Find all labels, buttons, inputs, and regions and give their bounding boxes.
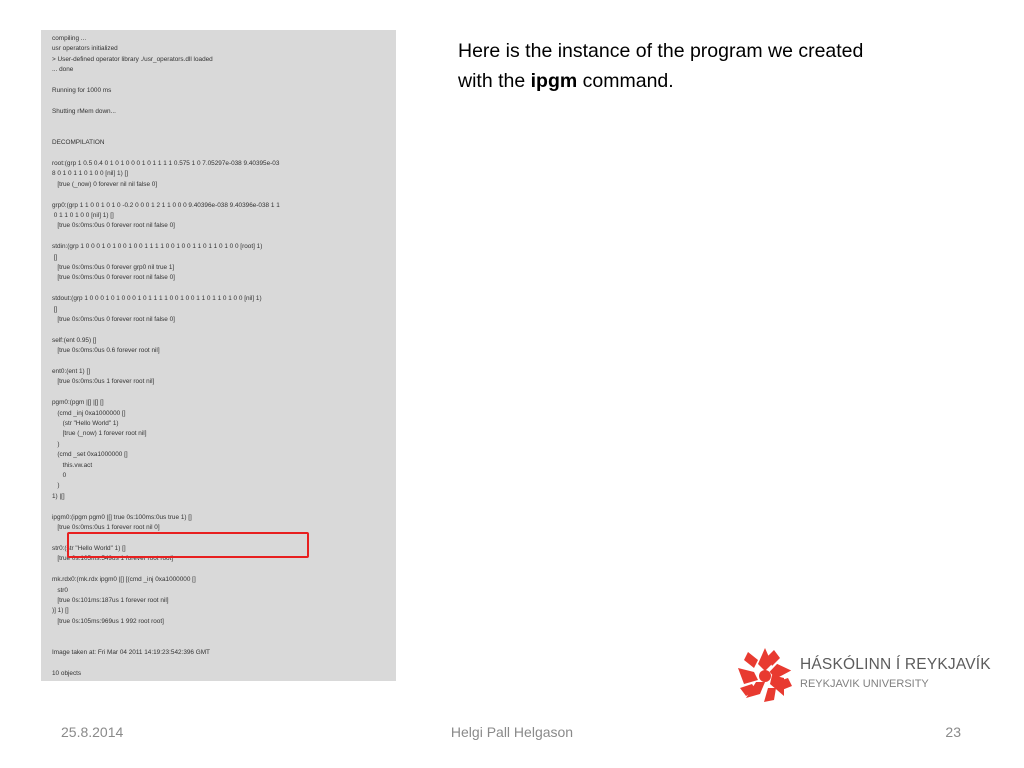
footer-date: 25.8.2014	[61, 724, 124, 740]
terminal-text: compiling ... usr operators initialized > User-defined operator library ./usr_operators.dll loaded ... done Running for 1000 ms Shutting rMem down... DECOMPILATION root:(grp 1 0.5 0.4 0 1 0 1 0 0 0 1 0 1 1 1 1 0.575 1 0 7.05297e-038 9.40395e-03 8 0 1 0 1 1 0 1 0 0 [nil] 1) [] [true (_now) 0 forever nil nil false 0] grp0:(grp 1 1 0 0 1 0 1 0 -0.2 0 0 0 1 2 1 1 0 0 0 9.40396e-038 9.40396e-038 1 1 0 1 1 0 1 0 0 [nil] 1) [] [true 0s:0ms:0us 0 forever root nil false 0] stdin:(grp 1 0 0 0 1 0 1 0 0 1 0 0 1 1 1 1 0 0 1 0 0 1 1 0 1 1 0 1 0 0 [root] 1) [] [true 0s:0ms:0us 0 forever grp0 nil true 1] [true 0s:0ms:0us 0 forever root nil false 0] stdout:(grp 1 0 0 0 1 0 1 0 0 0 1 0 1 1 1 1 0 0 1 0 0 1 1 0 1 1 0 1 0 0 [nil] 1) [] [true 0s:0ms:0us 0 forever root nil false 0] self:(ent 0.95) [] [true 0s:0ms:0us 0.6 forever root nil] ent0:(ent 1) [] [true 0s:0ms:0us 1 forever root nil] pgm0:(pgm |[] |[] [] (cmd _inj 0xa1000000 [] (str "Hello World" 1) [true (_now) 1 forever root nil] ) (cmd _set 0xa1000000 [] this.vw.act 0 ) 1) |[] ipgm0:(ipgm pgm0 |[] true 0s:100ms:0us true 1) [] [true 0s:0ms:0us 1 forever root nil 0] str0:(str "Hello World" 1) [] [true 0s:105ms:549us 1 forever root root] mk.rdx0:(mk.rdx ipgm0 |[] [(cmd _inj 0xa1000000 [] str0 [true 0s:101ms:187us 1 forever root nil] )] 1) [] [true 0s:105ms:969us 1 992 root root] Image taken at: Fri Mar 04 2011 14:19:23:542:396 GMT 10 objects	[52, 35, 280, 677]
terminal-output-panel	[41, 30, 396, 681]
description-bold-command: ipgm	[530, 70, 578, 92]
footer-author: Helgi Pall Helgason	[450, 724, 574, 740]
logo-university-name-english: REYKJAVIK UNIVERSITY	[800, 678, 929, 690]
description-prefix: Here is the instance of the program we created with the	[458, 40, 864, 92]
university-logo	[734, 644, 1004, 706]
footer-page-number: 23	[945, 724, 961, 740]
logo-university-name: HÁSKÓLINN Í REYKJAVÍK	[800, 656, 991, 673]
logo-emblem-icon	[734, 644, 796, 706]
description-suffix: command.	[577, 70, 674, 92]
ipgm-highlight-box	[67, 532, 309, 558]
slide-description	[458, 36, 878, 96]
